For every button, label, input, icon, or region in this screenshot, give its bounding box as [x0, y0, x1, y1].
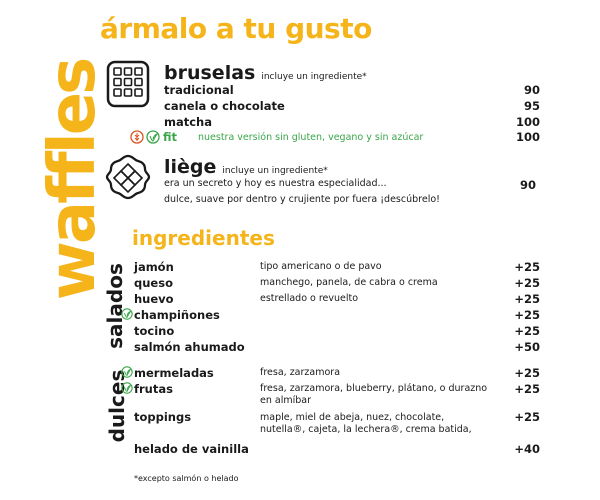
ingredient-helado: helado de vainilla [134, 442, 249, 456]
ingredient-frutas: frutas [134, 382, 173, 396]
bruselas-note: incluye un ingrediente* [261, 72, 367, 82]
menu-item-canela: canela o chocolate [164, 99, 285, 113]
brussels-waffle-icon [106, 60, 150, 108]
ingredient-toppings-desc-2: nutella®, cajeta, la lechera®, crema batida, [260, 424, 472, 435]
ingredient-frutas-desc-1: fresa, zarzamora, blueberry, plátano, o durazno [260, 383, 488, 394]
bruselas-header [164, 62, 367, 84]
ingredient-huevo: huevo [134, 292, 174, 306]
liege-title: liège [164, 156, 217, 178]
liege-description-2: dulce, suave por dentro y crujiente por fuera ¡descúbrelo! [164, 194, 440, 205]
price-huevo: +25 [514, 292, 540, 306]
menu-item-fit: fit [163, 130, 178, 144]
price-toppings: +25 [514, 410, 540, 424]
price-queso: +25 [514, 276, 540, 290]
price-tradicional: 90 [523, 83, 540, 97]
ingredient-huevo-desc: estrellado o revuelto [260, 293, 359, 304]
ingredient-tocino: tocino [134, 324, 175, 338]
vegan-leaf-icon [121, 308, 133, 320]
vegan-leaf-icon [146, 130, 160, 144]
ingredient-frutas-desc-2: en almíbar [260, 395, 311, 406]
dulces-label: dulces [105, 369, 129, 443]
price-jamon: +25 [514, 260, 540, 274]
footnote: *excepto salmón o helado [134, 474, 239, 483]
waffles-side-title: waffles [36, 59, 110, 301]
bruselas-title: bruselas [164, 62, 256, 84]
price-fit: 100 [515, 130, 540, 144]
menu-item-tradicional: tradicional [164, 83, 234, 97]
main-heading: ármalo a tu gusto [100, 12, 372, 45]
vegan-leaf-icon [121, 382, 133, 394]
liege-description-1: era un secreto y hoy es nuestra especialidad... [164, 178, 387, 189]
ingredient-mermeladas-desc: fresa, zarzamora [260, 367, 341, 378]
ingredient-jamon: jamón [134, 260, 174, 274]
ingredient-salmon: salmón ahumado [134, 340, 245, 354]
ingredient-toppings-desc-1: maple, miel de abeja, nuez, chocolate, [260, 412, 445, 423]
ingredient-mermeladas: mermeladas [134, 366, 214, 380]
liege-note: incluye un ingrediente* [222, 166, 328, 176]
price-matcha: 100 [515, 115, 540, 129]
ingredient-jamon-desc: tipo americano o de pavo [260, 261, 382, 272]
price-liege: 90 [519, 178, 536, 192]
price-tocino: +25 [514, 324, 540, 338]
price-salmon: +50 [514, 340, 540, 354]
liege-header [164, 156, 328, 178]
ingredient-champinones: champiñones [134, 308, 220, 322]
ingredient-queso-desc: manchego, panela, de cabra o crema [260, 277, 438, 288]
price-canela: 95 [523, 99, 540, 113]
liege-waffle-icon [104, 153, 152, 201]
ingredient-toppings: toppings [134, 410, 192, 424]
salados-label: salados [103, 263, 127, 349]
ingredient-queso: queso [134, 276, 173, 290]
vegan-leaf-icon [121, 366, 133, 378]
fit-description: nuestra versión sin gluten, vegano y sin azúcar [198, 132, 424, 143]
price-champinones: +25 [514, 308, 540, 322]
menu-item-matcha: matcha [164, 115, 213, 129]
price-frutas: +25 [514, 382, 540, 396]
gluten-free-icon [130, 130, 144, 144]
price-helado: +40 [514, 442, 540, 456]
price-mermeladas: +25 [514, 366, 540, 380]
ingredientes-heading: ingredientes [132, 226, 275, 250]
